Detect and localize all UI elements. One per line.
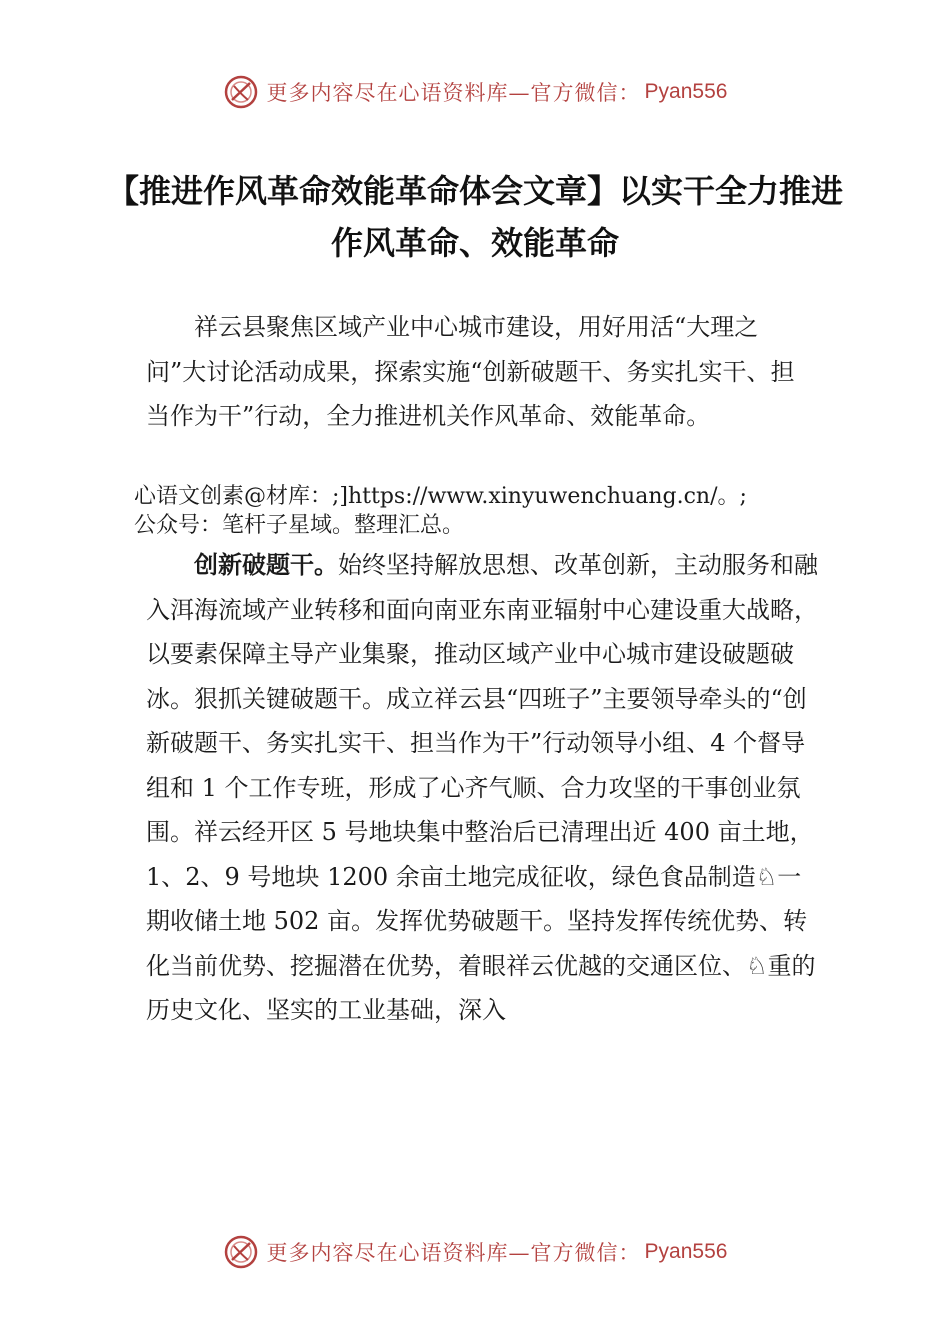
header-banner-code: Pyan556 bbox=[644, 80, 728, 103]
source-note-line-1: 心语文创素@材库：;]https://www.xinyuwenchuang.cn/。; bbox=[134, 484, 747, 509]
header-banner-text: 更多内容尽在心语资料库—官方微信： bbox=[266, 81, 641, 105]
footer-banner-code: Pyan556 bbox=[644, 1240, 728, 1263]
source-note bbox=[134, 482, 854, 540]
footer-banner-text: 更多内容尽在心语资料库—官方微信： bbox=[266, 1241, 641, 1265]
paragraph-body: 始终坚持解放思想、改革创新，主动服务和融入洱海流域产业转移和面向南亚东南亚辐射中心建设重大战略，以要素保障主导产业集聚，推动区域产业中心城市建设破题破冰。狠抓关键破题干。成立祥云县“四班子”主要领导牵头的“创新破题干、务实扎实干、担当作为干”行动领导小组、4 个督导组和 1 个工作专班，形成了心齐气顺、合力攻坚的干事创业氛围。祥云经开区 5 号地块集中整治后已清理出近 400 亩土地，1、2、9 号地块 1200 余亩土地完成征收，绿色食品制造♘一期收储土地 502 亩。发挥优势破题干。坚持发挥传统优势、转化当前优势、挖掘潜在优势，着眼祥云优越的交通区位、♘重的历史文化、坚实的工业基础，深入 bbox=[146, 551, 818, 1024]
source-note-line-2: 公众号：笔杆子星域。整理汇总。 bbox=[134, 513, 465, 538]
paragraph-lead-heading: 创新破题干。 bbox=[194, 551, 338, 579]
document-title: 【推进作风革命效能革命体会文章】以实干全力推进作风革命、效能革命 bbox=[106, 172, 843, 262]
red-stamp-logo-icon bbox=[223, 1234, 259, 1270]
footer-banner bbox=[0, 1232, 950, 1272]
paragraph-innovation bbox=[146, 543, 818, 1033]
header-banner bbox=[0, 72, 950, 112]
paragraph-intro: 祥云县聚焦区域产业中心城市建设，用好用活“大理之问”大讨论活动成果，探索实施“创新破题干、务实扎实干、担当作为干”行动，全力推进机关作风革命、效能革命。 bbox=[146, 313, 795, 430]
red-stamp-logo-icon bbox=[223, 74, 259, 110]
